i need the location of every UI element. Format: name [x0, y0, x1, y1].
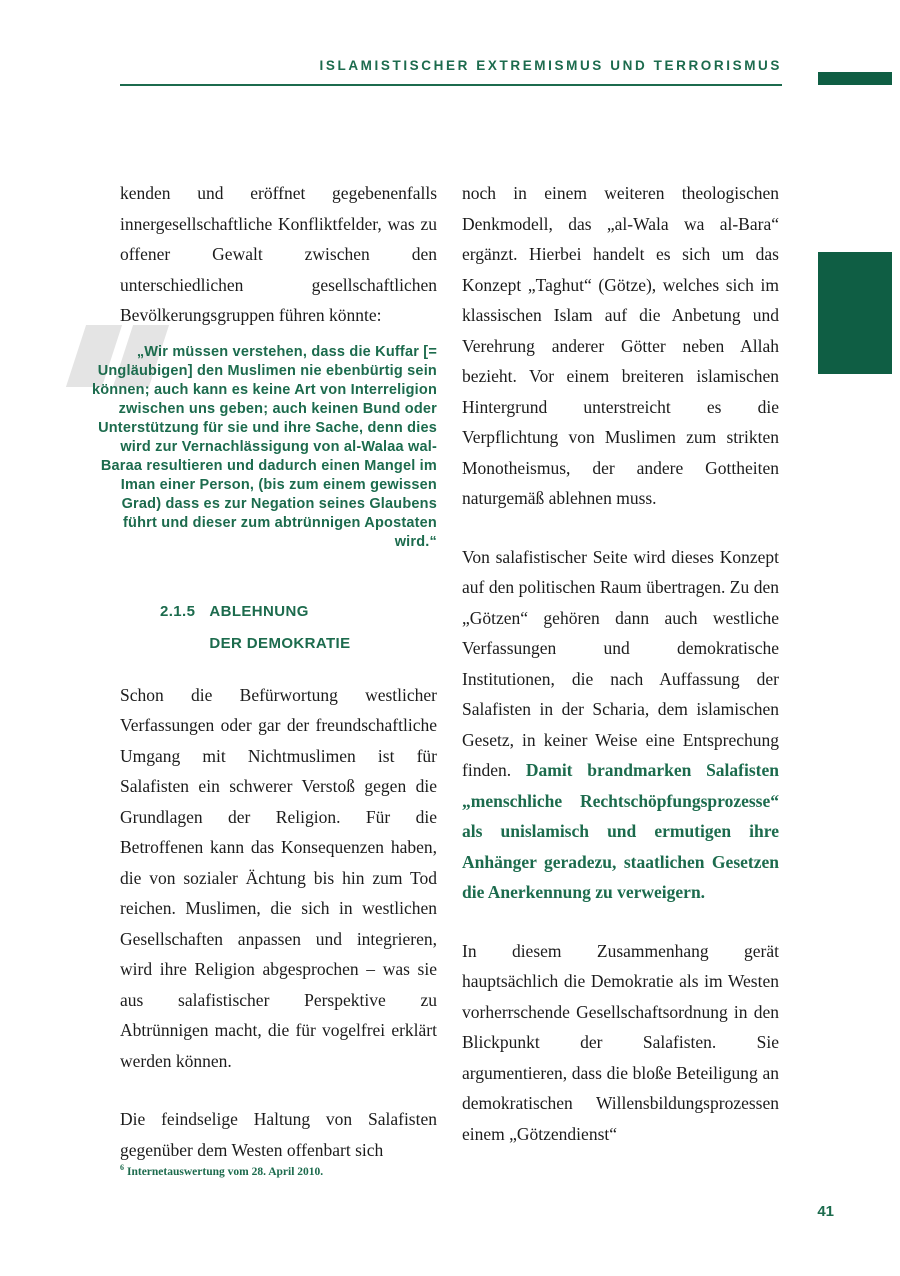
right-column: [462, 178, 779, 1149]
section-number: 2.1.5: [160, 602, 196, 620]
pull-quote-text: „Wir müssen verstehen, dass die Kuffar [= Ungläubigen] den Muslimen nie ebenbürtig sein können; auch kann es keine Art von Interreligion zwischen uns geben; auch keinen Bund oder Unterstützung für sie und ihre Sache, denn dies wird zur Vernachlässigung von al-Walaa wal-Baraa resultieren und dadurch einen Mangel im Iman einer Person, (bis zum einem gewissen Grad) dass es zur Negation seines Glaubens führt und dieser zum abtrünnigen Apostaten wird.“: [91, 343, 437, 550]
paragraph: Schon die Befürwortung westlicher Verfassungen oder gar der freundschaftliche Umgang mit Nichtmuslimen ist für Salafisten ein schwerer Verstoß gegen die Grundlagen der Religion. Für die Betroffenen kann das Konsequenzen haben, die von sozialer Ächtung bis hin zum Tod reichen. Muslimen, die sich in westlichen Gesellschaften anpassen und integrieren, wird ihre Religion abgesprochen – was sie aus salafistischer Perspektive zu Abtrünnigen macht, die für vogelfrei erklärt werden können.: [120, 684, 437, 1071]
paragraph-text: Von salafistischer Seite wird dieses Konzept auf den politischen Raum übertragen. Zu den „Götzen“ gehören dann auch westliche Verfassungen und demokratische Institutionen, die nach Auffassung der Salafisten in der Scharia, dem islamischen Gesetz, in keiner Weise eine Entsprechung finden.: [462, 546, 779, 780]
paragraph: In diesem Zusammenhang gerät hauptsächlich die Demokratie als im Westen vorherrschende Gesellschaftsordnung in den Blickpunkt der Salafisten. Sie argumentieren, dass die bloße Beteiligung an demokratischen Willensbildungsprozessen einem „Götzendienst“: [462, 940, 779, 1144]
footnote: [120, 1163, 323, 1178]
footnote-text: Internetauswertung vom 28. April 2010.: [127, 1165, 324, 1178]
section-title-line2: DER DEMOKRATIE: [209, 634, 351, 652]
pull-quote-block: [86, 343, 437, 552]
footnote-marker: 6: [120, 1163, 124, 1172]
section-title: [209, 596, 350, 660]
paragraph: Die feindselige Haltung von Salafisten gegenüber dem Westen offenbart sich: [120, 1109, 437, 1160]
header-green-block: [818, 72, 892, 85]
paragraph: noch in einem weiteren theologischen Denkmodell, das „al-Wala wa al-Bara“ ergänzt. Hierbei handelt es sich um das Konzept „Taghut“ (Götze), welches sich im klassischen Islam auf die Anbetung und Verehrung anderer Götter neben Allah bezieht. Vor einem breiteren islamischen Hintergrund unterstreicht es die Verpflichtung von Muslimen zum strikten Monotheismus, der andere Gottheiten naturgemäß ablehnen muss.: [462, 183, 779, 508]
section-heading: [160, 596, 437, 660]
emphasis-text: Damit brandmarken Salafisten „menschliche Rechtschöpfungsprozesse“ als unislamisch und ermutigen ihre Anhänger geradezu, staatlichen Gesetzen die Anerkennung zu verweigern.: [462, 760, 780, 902]
header-rule: [120, 84, 782, 86]
margin-green-block: [818, 252, 892, 374]
left-column: [91, 178, 437, 1165]
section-title-line1: ABLEHNUNG: [209, 602, 309, 620]
running-header: ISLAMISTISCHER EXTREMISMUS UND TERRORISMUS: [319, 58, 782, 73]
page-number: 41: [817, 1203, 834, 1220]
paragraph: kenden und eröffnet gegebenenfalls innergesellschaftliche Konfliktfelder, was zu offener Gewalt zwischen den unterschiedlichen gesellschaftlichen Bevölkerungsgruppen führen könnte:: [120, 183, 437, 325]
paragraph: [462, 542, 779, 908]
